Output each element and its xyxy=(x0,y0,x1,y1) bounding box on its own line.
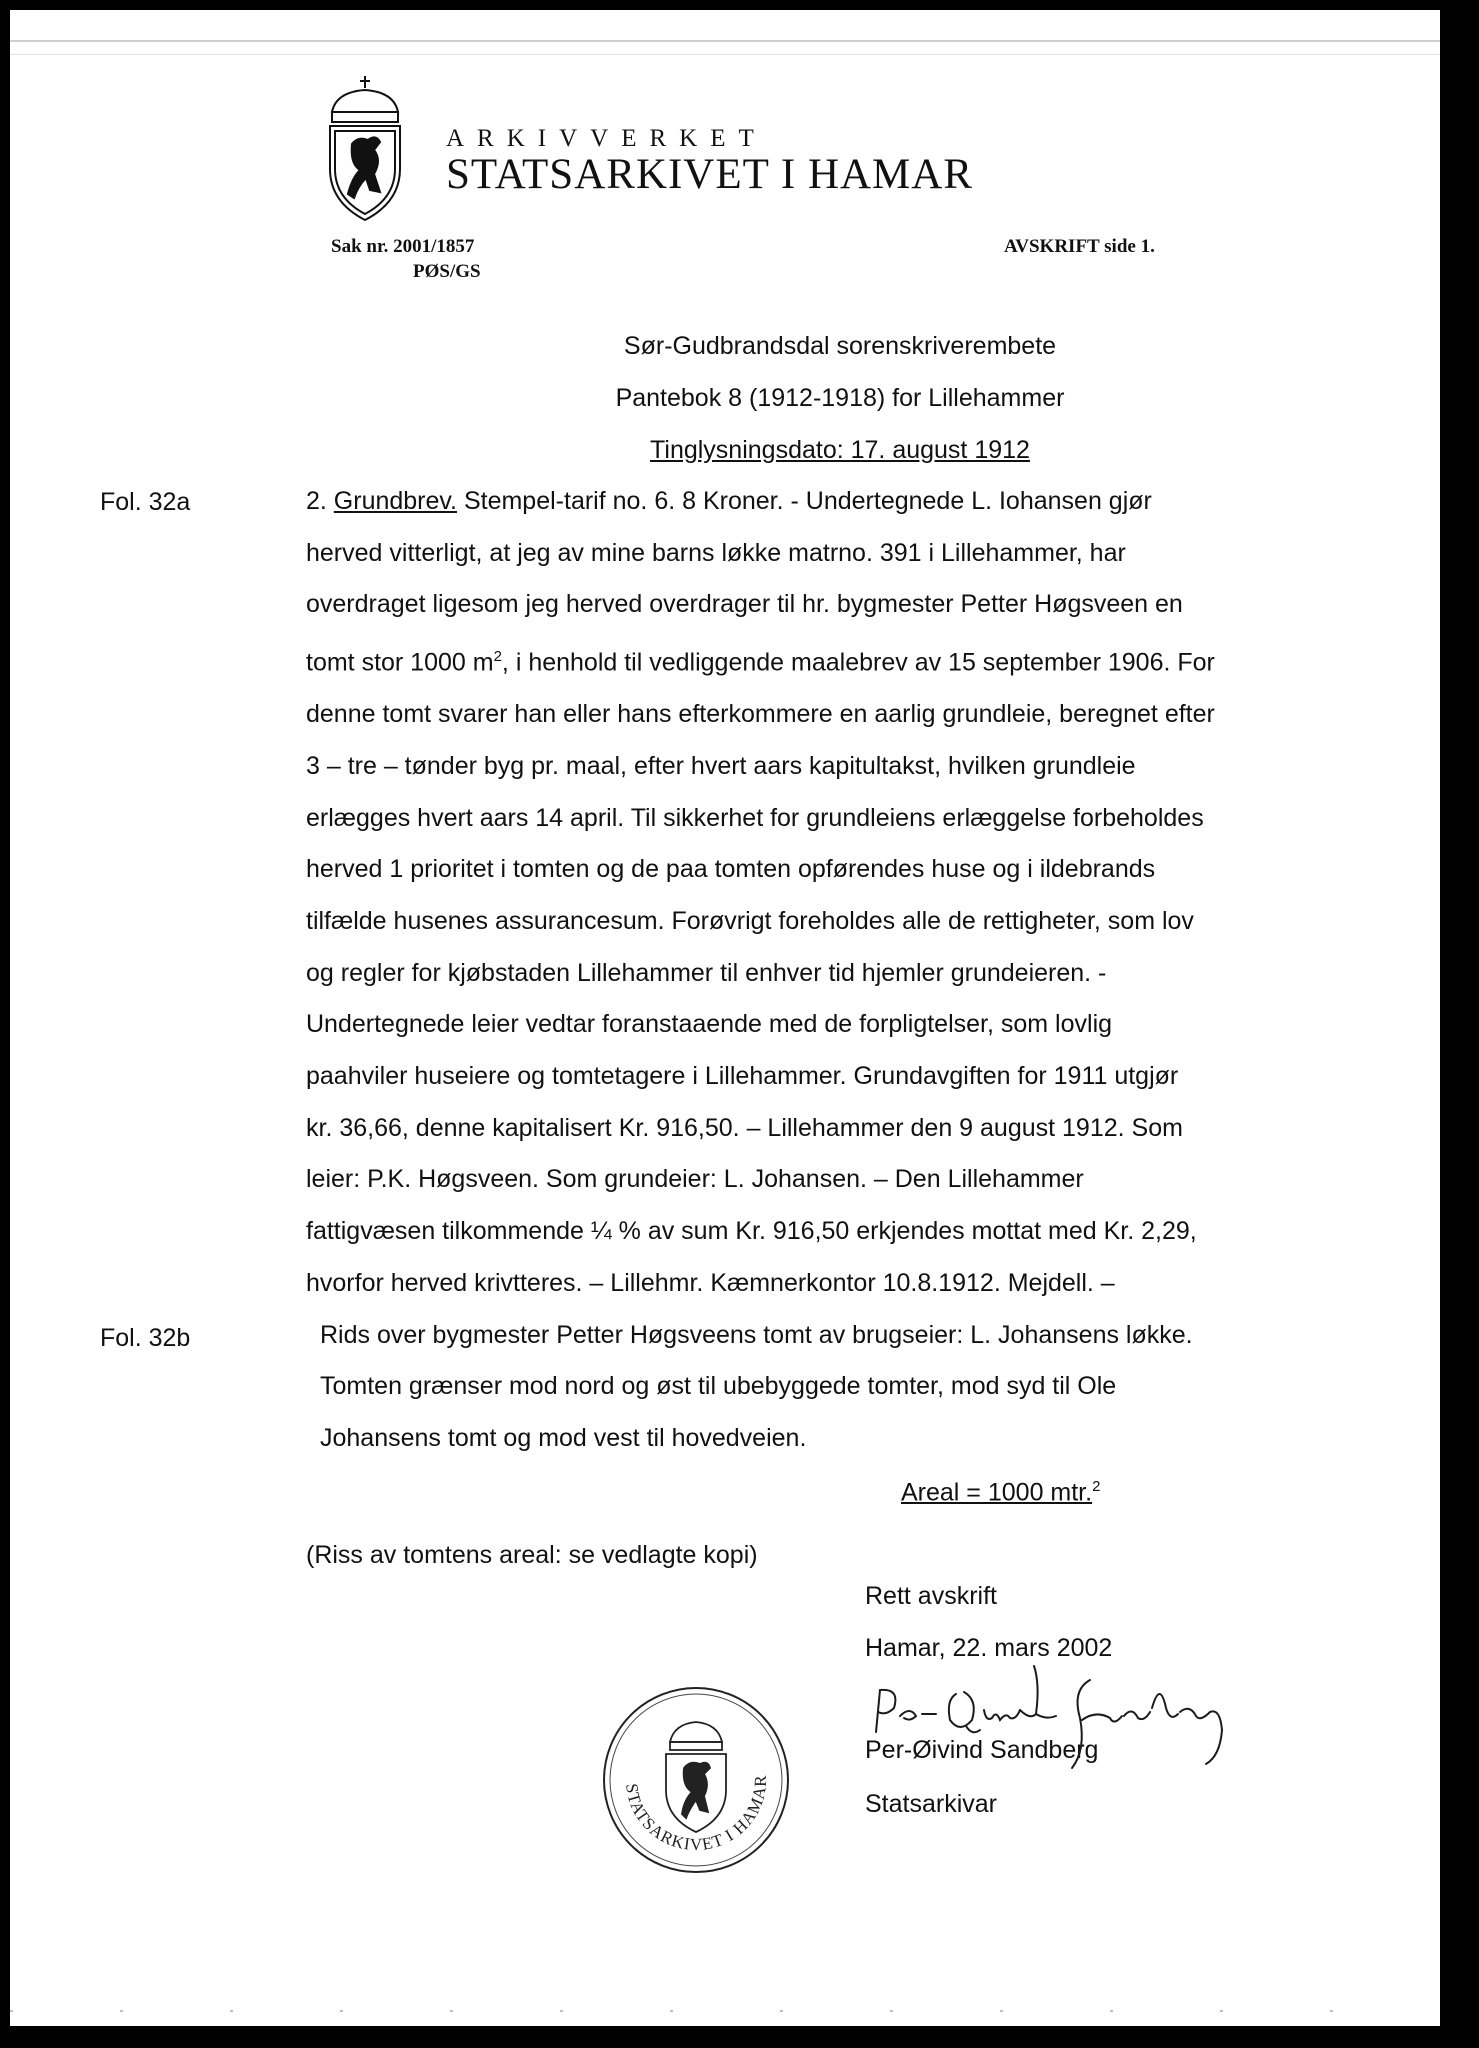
text-line: herved 1 prioritet i tomten og de paa tomten opførendes huse og i ildebrands xyxy=(306,855,1156,884)
text-line: kr. 36,66, denne kapitalisert Kr. 916,50. – Lillehammer den 9 august 1912. Som xyxy=(306,1113,1183,1142)
registration-date: Tinglysningsdato: 17. august 1912 xyxy=(650,436,1030,464)
scan-artifact xyxy=(10,2010,1440,2012)
text-line: fattigvæsen tilkommende ¼ % av sum Kr. 916,50 erkjendes mottat med Kr. 2,29, xyxy=(306,1217,1197,1246)
initials: PØS/GS xyxy=(413,261,481,282)
title-line-1: Sør-Gudbrandsdal sorenskriverembete xyxy=(623,332,1057,360)
deed-text xyxy=(306,476,1366,1465)
scan-line xyxy=(10,40,1440,42)
signatory-role: Statsarkivar xyxy=(865,1790,997,1818)
text-line: denne tomt svarer han eller hans efterkommere en aarlig grundleie, beregnet efter xyxy=(306,700,1215,729)
text-line: Johansens tomt og mod vest til hovedveien. xyxy=(320,1423,807,1452)
text-line: Tomten grænser mod nord og øst til ubebyggede tomter, mod syd til Ole xyxy=(320,1372,1117,1401)
certified-copy-label: Rett avskrift xyxy=(865,1582,997,1610)
text-line: 2. Grundbrev. Stempel-tarif no. 6. 8 Kroner. - Undertegnede L. Iohansen gjør xyxy=(306,487,1152,515)
text-line: 3 – tre – tønder byg pr. maal, efter hvert aars kapitultakst, hvilken grundleie xyxy=(306,751,1136,780)
coat-of-arms-icon xyxy=(322,74,408,224)
official-seal xyxy=(596,1680,796,1880)
seal-text: STATSARKIVET I HAMAR xyxy=(621,1774,771,1855)
text-line: leier: P.K. Høgsveen. Som grundeier: L. Johansen. – Den Lillehammer xyxy=(306,1165,1084,1194)
case-number: Sak nr. 2001/1857 xyxy=(331,236,475,257)
text-line: Undertegnede leier vedtar foranstaaende med de forpligtelser, som lovlig xyxy=(306,1010,1113,1039)
text-line: hvorfor herved krivtteres. – Lillehmr. Kæmnerkontor 10.8.1912. Mejdell. – xyxy=(306,1268,1115,1297)
org-name-small: ARKIVVERKET xyxy=(446,125,767,152)
text-line: erlægges hvert aars 14 april. Til sikkerhet for grundleiens erlæggelse forbeholdes xyxy=(306,803,1204,832)
deed-type: Grundbrev. xyxy=(333,487,458,515)
sketch-note: (Riss av tomtens areal: se vedlagte kopi) xyxy=(306,1541,758,1569)
text-line: og regler for kjøbstaden Lillehammer til enhver tid hjemler grundeieren. - xyxy=(306,958,1107,987)
document-page xyxy=(10,10,1440,2026)
scan-line xyxy=(10,54,1440,55)
text-line: Rids over bygmester Petter Høgsveens tomt av brugseier: L. Johansens løkke. xyxy=(320,1320,1193,1349)
text-line: tilfælde husenes assurancesum. Forøvrigt foreholdes alle de rettigheter, som lov xyxy=(306,906,1194,935)
copy-page-label: AVSKRIFT side 1. xyxy=(1004,236,1155,257)
text-line: paahviler huseiere og tomtetagere i Lillehammer. Grundavgiften for 1911 utgjør xyxy=(306,1062,1179,1091)
text-line: overdraget ligesom jeg herved overdrager til hr. bygmester Petter Høgsveen en xyxy=(306,590,1183,619)
text-line: tomt stor 1000 $m^2$, i henhold til vedliggende maalebrev av 15 september 1906. For xyxy=(306,648,1215,677)
text-line: herved vitterligt, at jeg av mine barns løkke matrno. 391 i Lillehammer, har xyxy=(306,538,1126,567)
folio-32b: Fol. 32b xyxy=(100,1324,191,1352)
title-line-2: Pantebok 8 (1912-1918) for Lillehammer xyxy=(615,384,1065,412)
place-date: Hamar, 22. mars 2002 xyxy=(865,1634,1113,1662)
handwritten-signature xyxy=(860,1660,1250,1770)
org-name-large: STATSARKIVET I HAMAR xyxy=(446,151,974,198)
signatory-name: Per-Øivind Sandberg xyxy=(865,1736,1099,1764)
folio-32a: Fol. 32a xyxy=(100,488,191,516)
area-note: Areal = 1000 mtr.$^2$ xyxy=(901,1478,1101,1507)
